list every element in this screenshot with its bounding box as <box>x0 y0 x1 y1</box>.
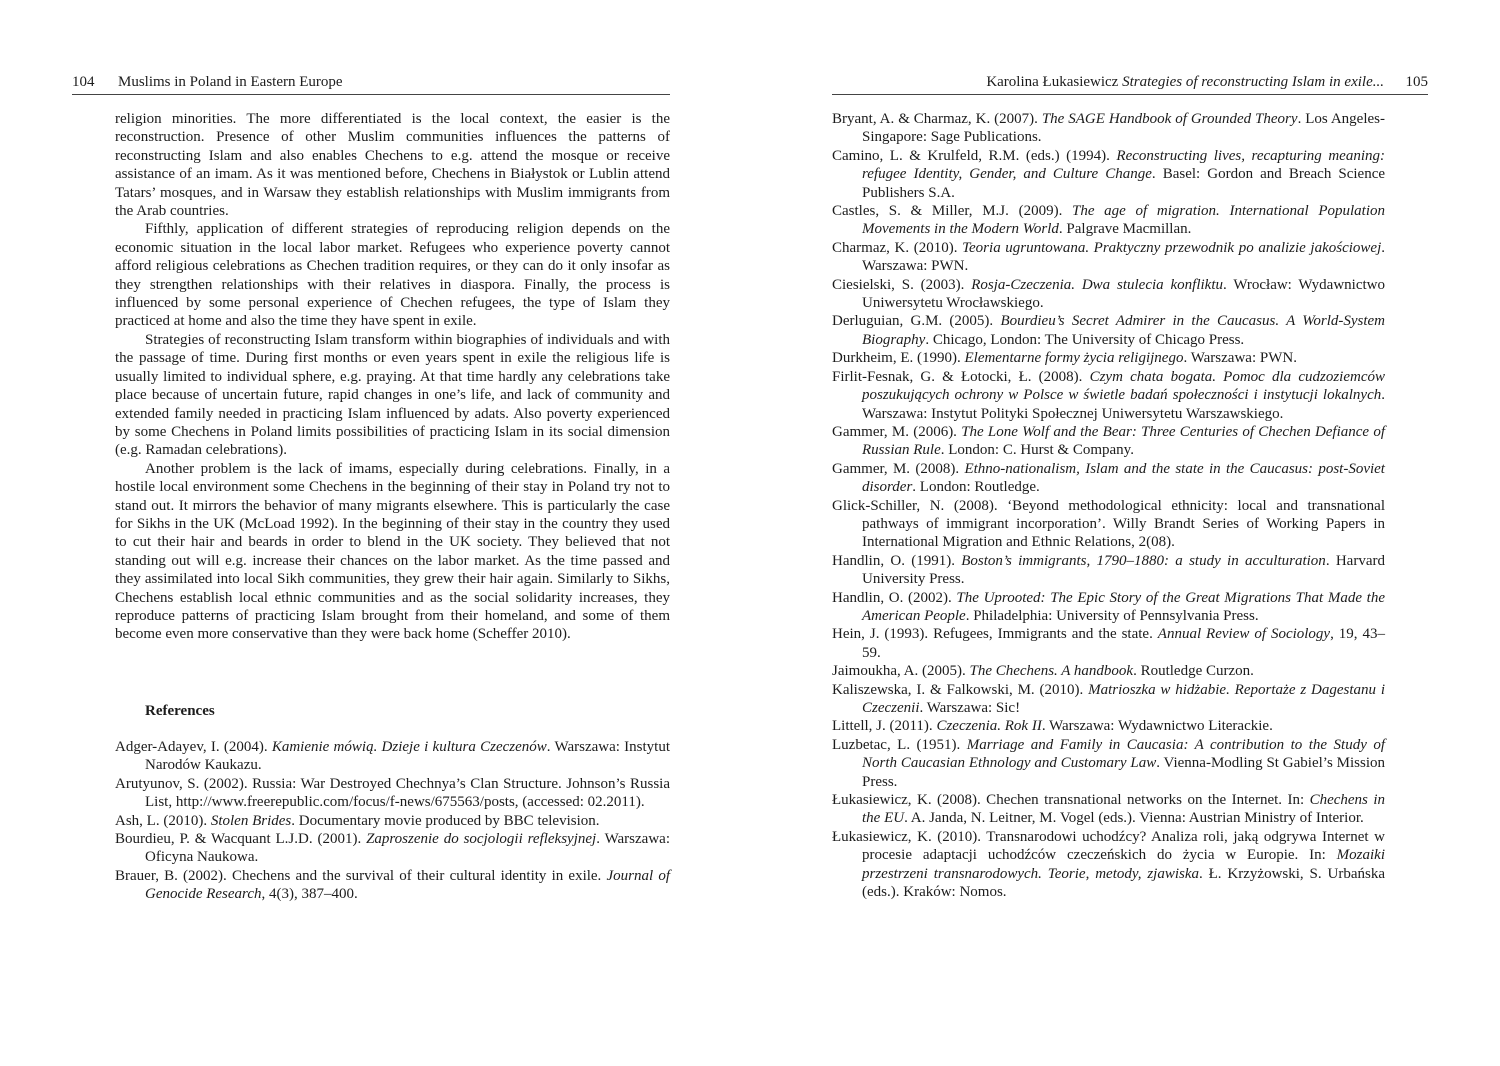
paragraph: Fifthly, application of different strategies of reproducing religion depends on the economic situation in the local labor market. Refugees who experience poverty cannot afford religious celebrations as Chechen tradition requires, or they can do it only insofar as they strengthen relationships with their relatives in diaspora. Finally, the process is influenced by some personal experience of Chechen refugees, the type of Islam they practiced at home and also the time they have spent in exile. <box>115 221 670 330</box>
reference-entry: Łukasiewicz, K. (2008). Chechen transnational networks on the Internet. In: Chechens in the EU. A. Janda, N. Leitner, M. Vogel (eds.). Vienna: Austrian Ministry of Interior. <box>832 792 1385 827</box>
reference-title: The SAGE Handbook of Grounded Theory <box>1041 111 1298 127</box>
reference-title: Chechens in the EU <box>862 792 1385 827</box>
reference-title: Czeczenia. Rok II <box>936 718 1042 735</box>
reference-title: Czym chata bogata. Pomoc dla cudzoziemców poszukujących ochrony w Polsce w świetle badań społeczności i instytucji lokalnych <box>862 368 1385 404</box>
running-title: Muslims in Poland in Eastern Europe <box>118 74 343 90</box>
reference-title: The Lone Wolf and the Bear: Three Centuries of Chechen Defiance of Russian Rule <box>862 423 1385 459</box>
reference-title: The age of migration. International Population Movements in the Modern World <box>862 203 1385 238</box>
reference-entry: Firlit-Fesnak, G. & Łotocki, Ł. (2008). Czym chata bogata. Pomoc dla cudzoziemców poszukujących ochrony w Polsce w świetle badań społeczności i instytucji lokalnych. Warszawa: Instytut Polityki Społecznej Uniwersytetu Warszawskiego. <box>832 368 1385 422</box>
reference-title: Rosja-Czeczenia. Dwa stulecia konfliktu <box>971 276 1223 293</box>
reference-entry: Bourdieu, P. & Wacquant L.J.D. (2001). Zaproszenie do socjologii refleksyjnej. Warszawa: Oficyna Naukowa. <box>115 831 670 866</box>
reference-entry: Durkheim, E. (1990). Elementarne formy życia religijnego. Warszawa: PWN. <box>832 350 1297 367</box>
reference-entry: Arutyunov, S. (2002). Russia: War Destroyed Chechnya’s Clan Structure. Johnson’s Russia List, http://www.freerepublic.com/focus/f-news/675563/posts, (accessed: 02.2011). <box>115 775 670 811</box>
reference-entry: Bryant, A. & Charmaz, K. (2007). The SAGE Handbook of Grounded Theory. Los Angeles-Singapore: Sage Publications. <box>832 111 1385 146</box>
right-page <box>750 0 1500 1066</box>
running-head <box>72 72 670 95</box>
reference-title: Elementarne formy życia religijnego <box>964 350 1184 367</box>
reference-title: Zaproszenie do socjologii refleksyjnej <box>366 831 597 848</box>
reference-entry: Brauer, B. (2002). Chechens and the survival of their cultural identity in exile. Journal of Genocide Research, 4(3), 387–400. <box>115 867 670 903</box>
reference-entry: Glick-Schiller, N. (2008). ‘Beyond methodological ethnicity: local and transnational pathways of immigrant incorporation’. Willy Brandt Series of Working Papers in International Migration and Ethnic Relations, 2(08). <box>832 497 1385 551</box>
running-head <box>832 72 1428 95</box>
paragraph: Strategies of reconstructing Islam transform within biographies of individuals and with the passage of time. During first months or even years spent in exile the religious life is usually limited to individual sphere, e.g. praying. At that time hardly any celebrations take place because of uncertain future, rapid changes in one’s life, and lack of community and extended family needed in practicing Islam influenced by adats. Also poverty experienced by some Chechens in Poland limits possibilities of practicing Islam in its social dimension (e.g. Ramadan celebrations). <box>115 331 670 459</box>
page-number: 104 <box>72 74 95 90</box>
reference-entry: Derluguian, G.M. (2005). Bourdieu’s Secret Admirer in the Caucasus. A World-System Biography. Chicago, London: The University of Chicago Press. <box>832 313 1386 348</box>
reference-entry: Kaliszewska, I. & Falkowski, M. (2010). Matrioszka w hidżabie. Reportaże z Dagestanu i Czeczenii. Warszawa: Sic! <box>832 681 1385 716</box>
reference-title: Marriage and Family in Caucasia: A contribution to the Study of North Caucasian Ethnology and Customary Law <box>862 736 1385 772</box>
reference-entry: Hein, J. (1993). Refugees, Immigrants and the state. Annual Review of Sociology, 19, 43–59. <box>832 626 1385 661</box>
reference-title: Matrioszka w hidżabie. Reportaże z Dagestanu i Czeczenii <box>862 681 1385 716</box>
reference-entry: Handlin, O. (2002). The Uprooted: The Epic Story of the Great Migrations That Made the American People. Philadelphia: University of Pennsylvania Press. <box>832 589 1385 624</box>
reference-entry: Castles, S. & Miller, M.J. (2009). The age of migration. International Population Movements in the Modern World. Palgrave Macmillan. <box>832 203 1385 238</box>
reference-title: Ethno-nationalism, Islam and the state in the Caucasus: post-Soviet disorder <box>862 460 1385 496</box>
reference-list <box>832 110 1385 901</box>
reference-entry: Charmaz, K. (2010). Teoria ugruntowana. Praktyczny przewodnik po analizie jakościowej. Warszawa: PWN. <box>832 239 1385 275</box>
reference-entry: Ash, L. (2010). Stolen Brides. Documentary movie produced by BBC television. <box>115 812 600 829</box>
reference-entry: Handlin, O. (1991). Boston’s immigrants, 1790–1880: a study in acculturation. Harvard University Press. <box>832 552 1385 588</box>
reference-title: Stolen Brides <box>210 812 292 829</box>
reference-entry: Łukasiewicz, K. (2010). Transnarodowi uchodźcy? Analiza roli, jaką odgrywa Internet w procesie adaptacji uchodźców czeczeńskich do życia w Europie. In: Mozaiki przestrzeni transnarodowych. Teorie, metody, zjawiska. Ł. Krzyżowski, S. Urbańska (eds.). Kraków: Nomos. <box>832 828 1385 901</box>
reference-entry: Gammer, M. (2006). The Lone Wolf and the Bear: Three Centuries of Chechen Defiance of Russian Rule. London: C. Hurst & Company. <box>832 423 1385 459</box>
reference-entry: Adger-Adayev, I. (2004). Kamienie mówią. Dzieje i kultura Czeczenów. Warszawa: Instytut Narodów Kaukazu. <box>115 739 671 774</box>
reference-title: Journal of Genocide Research <box>145 867 670 903</box>
reference-title: The Chechens. A handbook <box>969 663 1134 680</box>
reference-title: Boston’s immigrants, 1790–1880: a study in acculturation <box>961 552 1326 569</box>
reference-title: Annual Review of Sociology <box>1157 626 1331 643</box>
running-title: Strategies of reconstructing Islam in exile... <box>1122 74 1384 90</box>
reference-title: Teoria ugruntowana. Praktyczny przewodnik po analizie jakościowej <box>962 239 1382 256</box>
reference-entry: Ciesielski, S. (2003). Rosja-Czeczenia. Dwa stulecia konfliktu. Wrocław: Wydawnictwo Uniwersytetu Wrocławskiego. <box>832 276 1385 312</box>
paragraph: religion minorities. The more differentiated is the local context, the easier is the reconstruction. Presence of other Muslim communities influences the patterns of reconstructing Islam and also enables Chechens to e.g. attend the mosque or receive assistance of an imam. As it was mentioned before, Chechens in Białystok or Lublin attend Tatars’ mosques, and in Warsaw they establish relationships with Muslim immigrants from the Arab countries. <box>115 111 670 220</box>
reference-title: Kamienie mówią. Dzieje i kultura Czeczenów <box>271 739 547 755</box>
page-number: 105 <box>1405 74 1428 90</box>
reference-title: Bourdieu’s Secret Admirer in the Caucasus. A World-System Biography <box>862 313 1386 348</box>
reference-entry: Jaimoukha, A. (2005). The Chechens. A handbook. Routledge Curzon. <box>832 663 1254 680</box>
reference-title: Mozaiki przestrzeni transnarodowych. Teorie, metody, zjawiska <box>862 847 1385 882</box>
reference-title: The Uprooted: The Epic Story of the Great Migrations That Made the American People <box>862 589 1385 624</box>
references-heading: References <box>145 703 215 719</box>
running-author: Karolina Łukasiewicz <box>986 74 1119 90</box>
reference-entry: Littell, J. (2011). Czeczenia. Rok II. Warszawa: Wydawnictwo Literackie. <box>832 718 1273 735</box>
reference-entry: Gammer, M. (2008). Ethno-nationalism, Islam and the state in the Caucasus: post-Soviet disorder. London: Routledge. <box>832 460 1385 496</box>
body-text <box>115 110 670 644</box>
reference-list <box>115 738 670 904</box>
reference-entry: Camino, L. & Krulfeld, R.M. (eds.) (1994). Reconstructing lives, recapturing meaning: refugee Identity, Gender, and Culture Change. Basel: Gordon and Breach Science Publishers S.A. <box>832 147 1386 201</box>
paragraph: Another problem is the lack of imams, especially during celebrations. Finally, in a hostile local environment some Chechens in the beginning of their stay in Poland try not to stand out. It mirrors the behavior of many migrants elsewhere. This is particularly the case for Sikhs in the UK (McLoad 1992). In the beginning of their stay in the country they used to cut their hair and beards in order to blend in the UK society. They believed that not standing out will e.g. increase their chances on the labor market. As the time passed and they assimilated into local Sikh communities, they grew their hair again. Similarly to Sikhs, Chechens establish local ethnic communities and as the social solidarity increases, they reproduce patterns of practicing Islam brought from their homeland, and some of them become even more conservative than they were back home (Scheffer 2010). <box>115 460 670 643</box>
reference-entry: Luzbetac, L. (1951). Marriage and Family in Caucasia: A contribution to the Study of North Caucasian Ethnology and Customary Law. Vienna-Modling St Gabiel’s Mission Press. <box>832 736 1385 790</box>
reference-title: Reconstructing lives, recapturing meaning: refugee Identity, Gender, and Culture Change <box>862 147 1385 183</box>
